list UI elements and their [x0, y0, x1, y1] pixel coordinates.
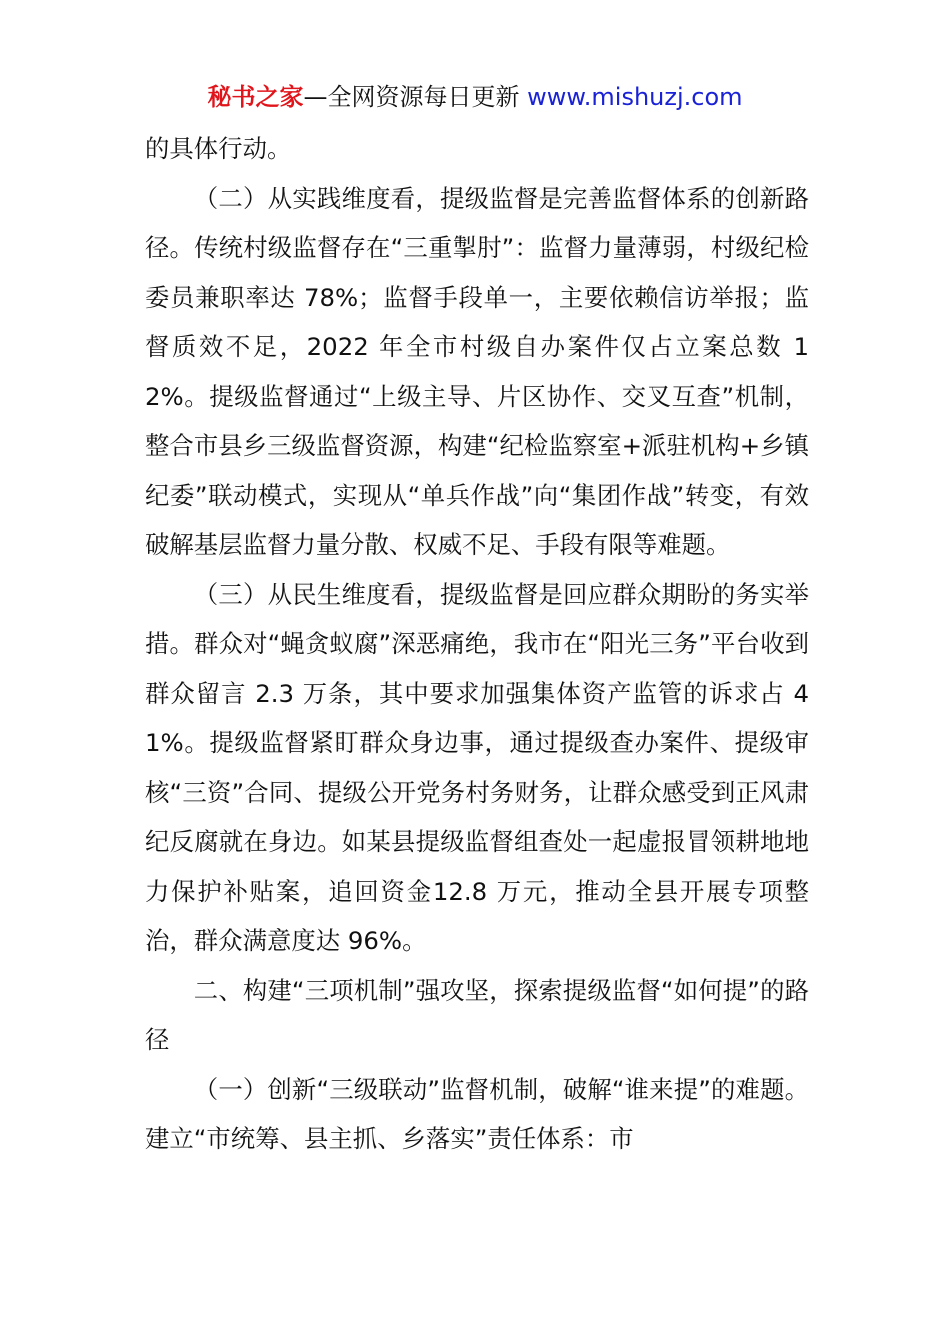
document-body: [145, 124, 809, 1164]
header-tagline: —全网资源每日更新: [303, 83, 520, 111]
site-url-link[interactable]: www.mishuzj.com: [527, 83, 743, 111]
paragraph-continuation: 的具体行动。: [145, 134, 292, 163]
paragraph-practice-dimension: （二）从实践维度看，提级监督是完善监督体系的创新路径。传统村级监督存在“三重掣肘”：监督力量薄弱，村级纪检委员兼职率达 78%；监督手段单一，主要依赖信访举报；监督质效不足，2022 年全市村级自办案件仅占立案总数 12%。提级监督通过“上级主导、片区协作、交叉互查”机制，整合市县乡三级监督资源，构建“纪检监察室+派驻机构+乡镇纪委”联动模式，实现从“单兵作战”向“集团作战”转变，有效破解基层监督力量分散、权威不足、手段有限等难题。: [145, 183, 809, 559]
section-heading-two: 二、构建“三项机制”强攻坚，探索提级监督“如何提”的路径: [145, 975, 809, 1054]
paragraph-three-level-linkage: （一）创新“三级联动”监督机制，破解“谁来提”的难题。建立“市统筹、县主抓、乡落实”责任体系：市: [145, 1074, 809, 1153]
brand-name: 秘书之家: [207, 83, 304, 111]
paragraph-livelihood-dimension: （三）从民生维度看，提级监督是回应群众期盼的务实举措。群众对“蝇贪蚁腐”深恶痛绝，我市在“阳光三务”平台收到群众留言 2.3 万条，其中要求加强集体资产监管的诉求占 41%。提级监督紧盯群众身边事，通过提级查办案件、提级审核“三资”合同、提级公开党务村务财务，让群众感受到正风肃纪反腐就在身边。如某县提级监督组查处一起虚报冒领耕地地力保护补贴案，追回资金12.8 万元，推动全县开展专项整治，群众满意度达 96%。: [145, 579, 809, 955]
site-header: [0, 80, 950, 114]
